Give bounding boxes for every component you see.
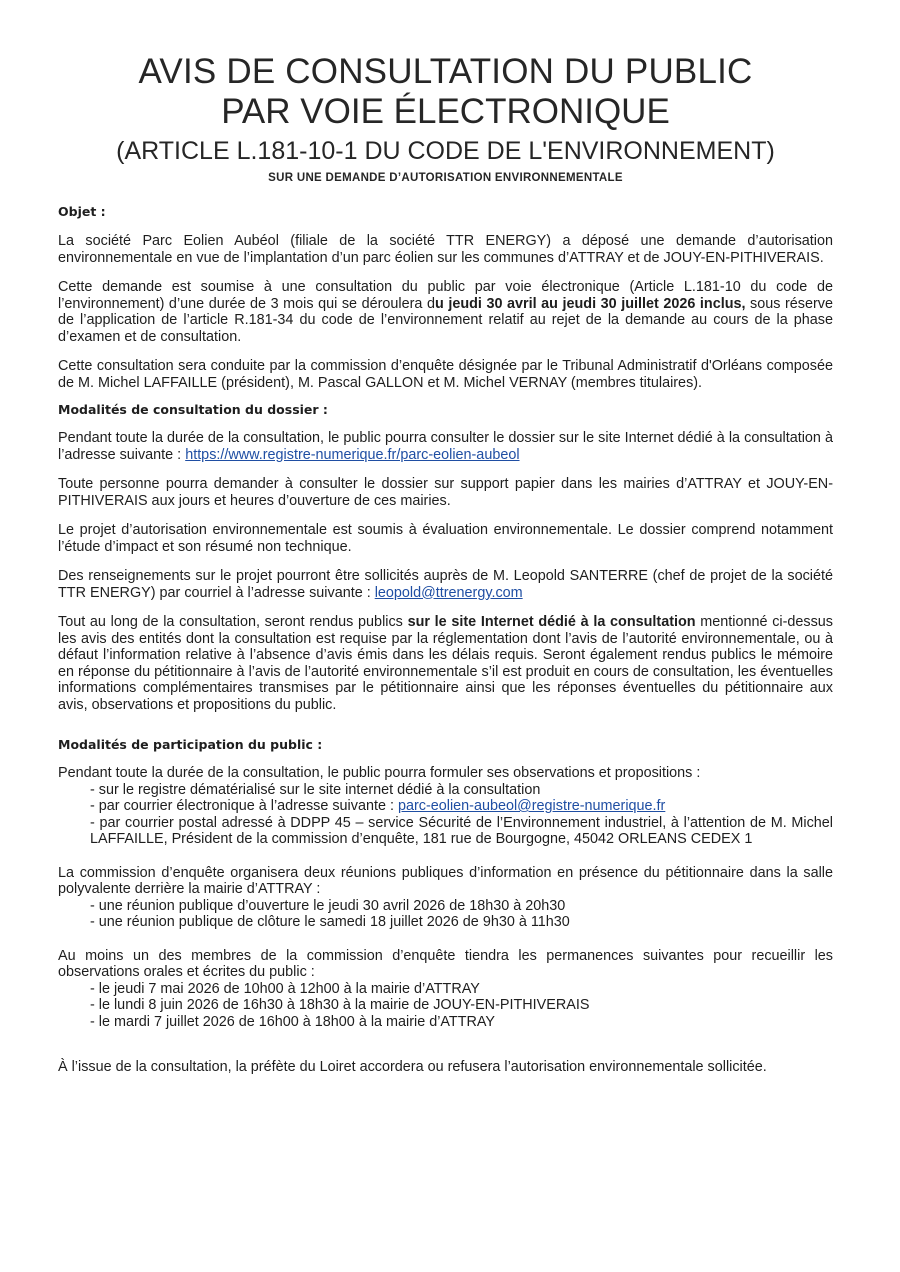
section-heading-participation: Modalités de participation du public : — [58, 737, 323, 752]
permanence-item: - le mardi 7 juillet 2026 de 16h00 à 18h00 à la mairie d’ATTRAY — [90, 1013, 496, 1030]
section-heading-consultation: Modalités de consultation du dossier : — [58, 402, 328, 417]
registre-link[interactable]: https://www.registre-numerique.fr/parc-eolien-aubeol — [185, 446, 520, 463]
conclusion: À l’issue de la consultation, la préfète du Loiret accordera ou refusera l’autorisation environnementale sollicitée. — [58, 1059, 767, 1075]
consultation-paragraph-5 — [58, 614, 833, 713]
text: sous réserve de l’application de l’article R.181-34 du code de l’environnement relatif au rejet de la demande au cours de la phase d’examen et de consultation. — [58, 295, 833, 345]
permanence-item: - le jeudi 7 mai 2026 de 10h00 à 12h00 à la mairie d’ATTRAY — [90, 980, 480, 997]
notice-page — [58, 52, 833, 1076]
participation-item-2 — [58, 798, 833, 815]
text: - par courrier électronique à l’adresse suivante : — [90, 798, 398, 814]
meetings-intro: La commission d’enquête organisera deux réunions publiques d’information en présence du pétitionnaire dans la salle polyvalente derrière la mairie d’ATTRAY : — [58, 864, 833, 897]
objet-paragraph-3: Cette consultation sera conduite par la commission d’enquête désignée par le Tribunal Administratif d'Orléans composée de M. Michel LAFFAILLE (président), M. Pascal GALLON et M. Michel VERNAY (membres titulaires). — [58, 358, 833, 391]
consultation-paragraph-1 — [58, 430, 833, 463]
meeting-item: - une réunion publique de clôture le samedi 18 juillet 2026 de 9h30 à 11h30 — [90, 914, 570, 930]
consultation-dates: u jeudi 30 avril au jeudi 30 juillet 2026 inclus, — [434, 295, 746, 312]
objet-paragraph-2 — [58, 279, 833, 345]
consultation-paragraph-4 — [58, 568, 833, 601]
permanence-item: - le lundi 8 juin 2026 de 16h30 à 18h30 à la mairie de JOUY-EN-PITHIVERAIS — [90, 997, 590, 1013]
participation-item-3: - par courrier postal adressé à DDPP 45 – service Sécurité de l’Environnement industriel, à l’attention de M. Michel LAFFAILLE, Président de la commission d’enquête, 181 rue de Bourgogne, 45042 ORLEANS CEDEX 1 — [90, 814, 833, 847]
contact-email-link[interactable]: leopold@ttrenergy.com — [374, 584, 523, 601]
text: mentionné ci-dessus les avis des entités dont la consultation est requise par la réglementation dont l’avis de l’autorité environnementale, ou à défaut l’information relative à l’absence d’avis émis dans les délais requis. Seront également rendus publics le mémoire en réponse du pétitionnaire à l’avis de l’autorité environnementale s’il est produit en cours de consultation, les éventuelles informations complémentaires transmises par le pétitionnaire ainsi que les réponses éventuelles du pétitionnaire aux avis, observations et propositions du public. — [58, 614, 833, 713]
registre-email-link[interactable]: parc-eolien-aubeol@registre-numerique.fr — [397, 798, 666, 814]
text: Pendant toute la durée de la consultation, le public pourra consulter le dossier sur le site Internet dédié à la consultation à l’adresse suivante : — [58, 430, 833, 463]
title-line-2: PAR VOIE ÉLECTRONIQUE — [221, 92, 670, 131]
text: Tout au long de la consultation, seront rendus publics — [58, 614, 408, 630]
consultation-paragraph-3: Le projet d’autorisation environnementale est soumis à évaluation environnementale. Le dossier comprend notamment l’étude d’impact et son résumé non technique. — [58, 522, 833, 555]
meeting-item: - une réunion publique d’ouverture le jeudi 30 avril 2026 de 18h30 à 20h30 — [90, 897, 566, 914]
title-line-1: AVIS DE CONSULTATION DU PUBLIC — [138, 52, 753, 91]
bold-text: sur le site Internet dédié à la consultation — [407, 614, 696, 630]
permanences-intro: Au moins un des membres de la commission d’enquête tiendra les permanences suivantes pour recueillir les observations orales et écrites du public : — [58, 947, 833, 980]
text: Cette demande est soumise à une consultation du public par voie électronique (Article L.181-10 du code de l’environnement) d’une durée de 3 mois qui se déroulera d — [58, 279, 833, 312]
participation-intro: Pendant toute la durée de la consultation, le public pourra formuler ses observations et propositions : — [58, 765, 701, 781]
objet-paragraph-1: La société Parc Eolien Aubéol (filiale de la société TTR ENERGY) a déposé une demande d’autorisation environnementale en vue de l’implantation d’un parc éolien sur les communes d’ATTRAY et de JOUY-EN-PITHIVERAIS. — [58, 233, 833, 266]
participation-item-1: - sur le registre dématérialisé sur le site internet dédié à la consultation — [90, 781, 541, 798]
consultation-paragraph-2: Toute personne pourra demander à consulter le dossier sur support papier dans les mairies d’ATTRAY et JOUY-EN-PITHIVERAIS aux jours et heures d’ouverture de ces mairies. — [58, 476, 833, 509]
text: Des renseignements sur le projet pourront être sollicités auprès de M. Leopold SANTERRE (chef de projet de la société TTR ENERGY) par courriel à l’adresse suivante : — [58, 568, 833, 601]
title-article-reference: (ARTICLE L.181-10-1 DU CODE DE L'ENVIRONNEMENT) — [116, 137, 775, 165]
subtitle: SUR UNE DEMANDE D’AUTORISATION ENVIRONNEMENTALE — [268, 172, 623, 184]
section-heading-objet: Objet : — [58, 204, 106, 219]
